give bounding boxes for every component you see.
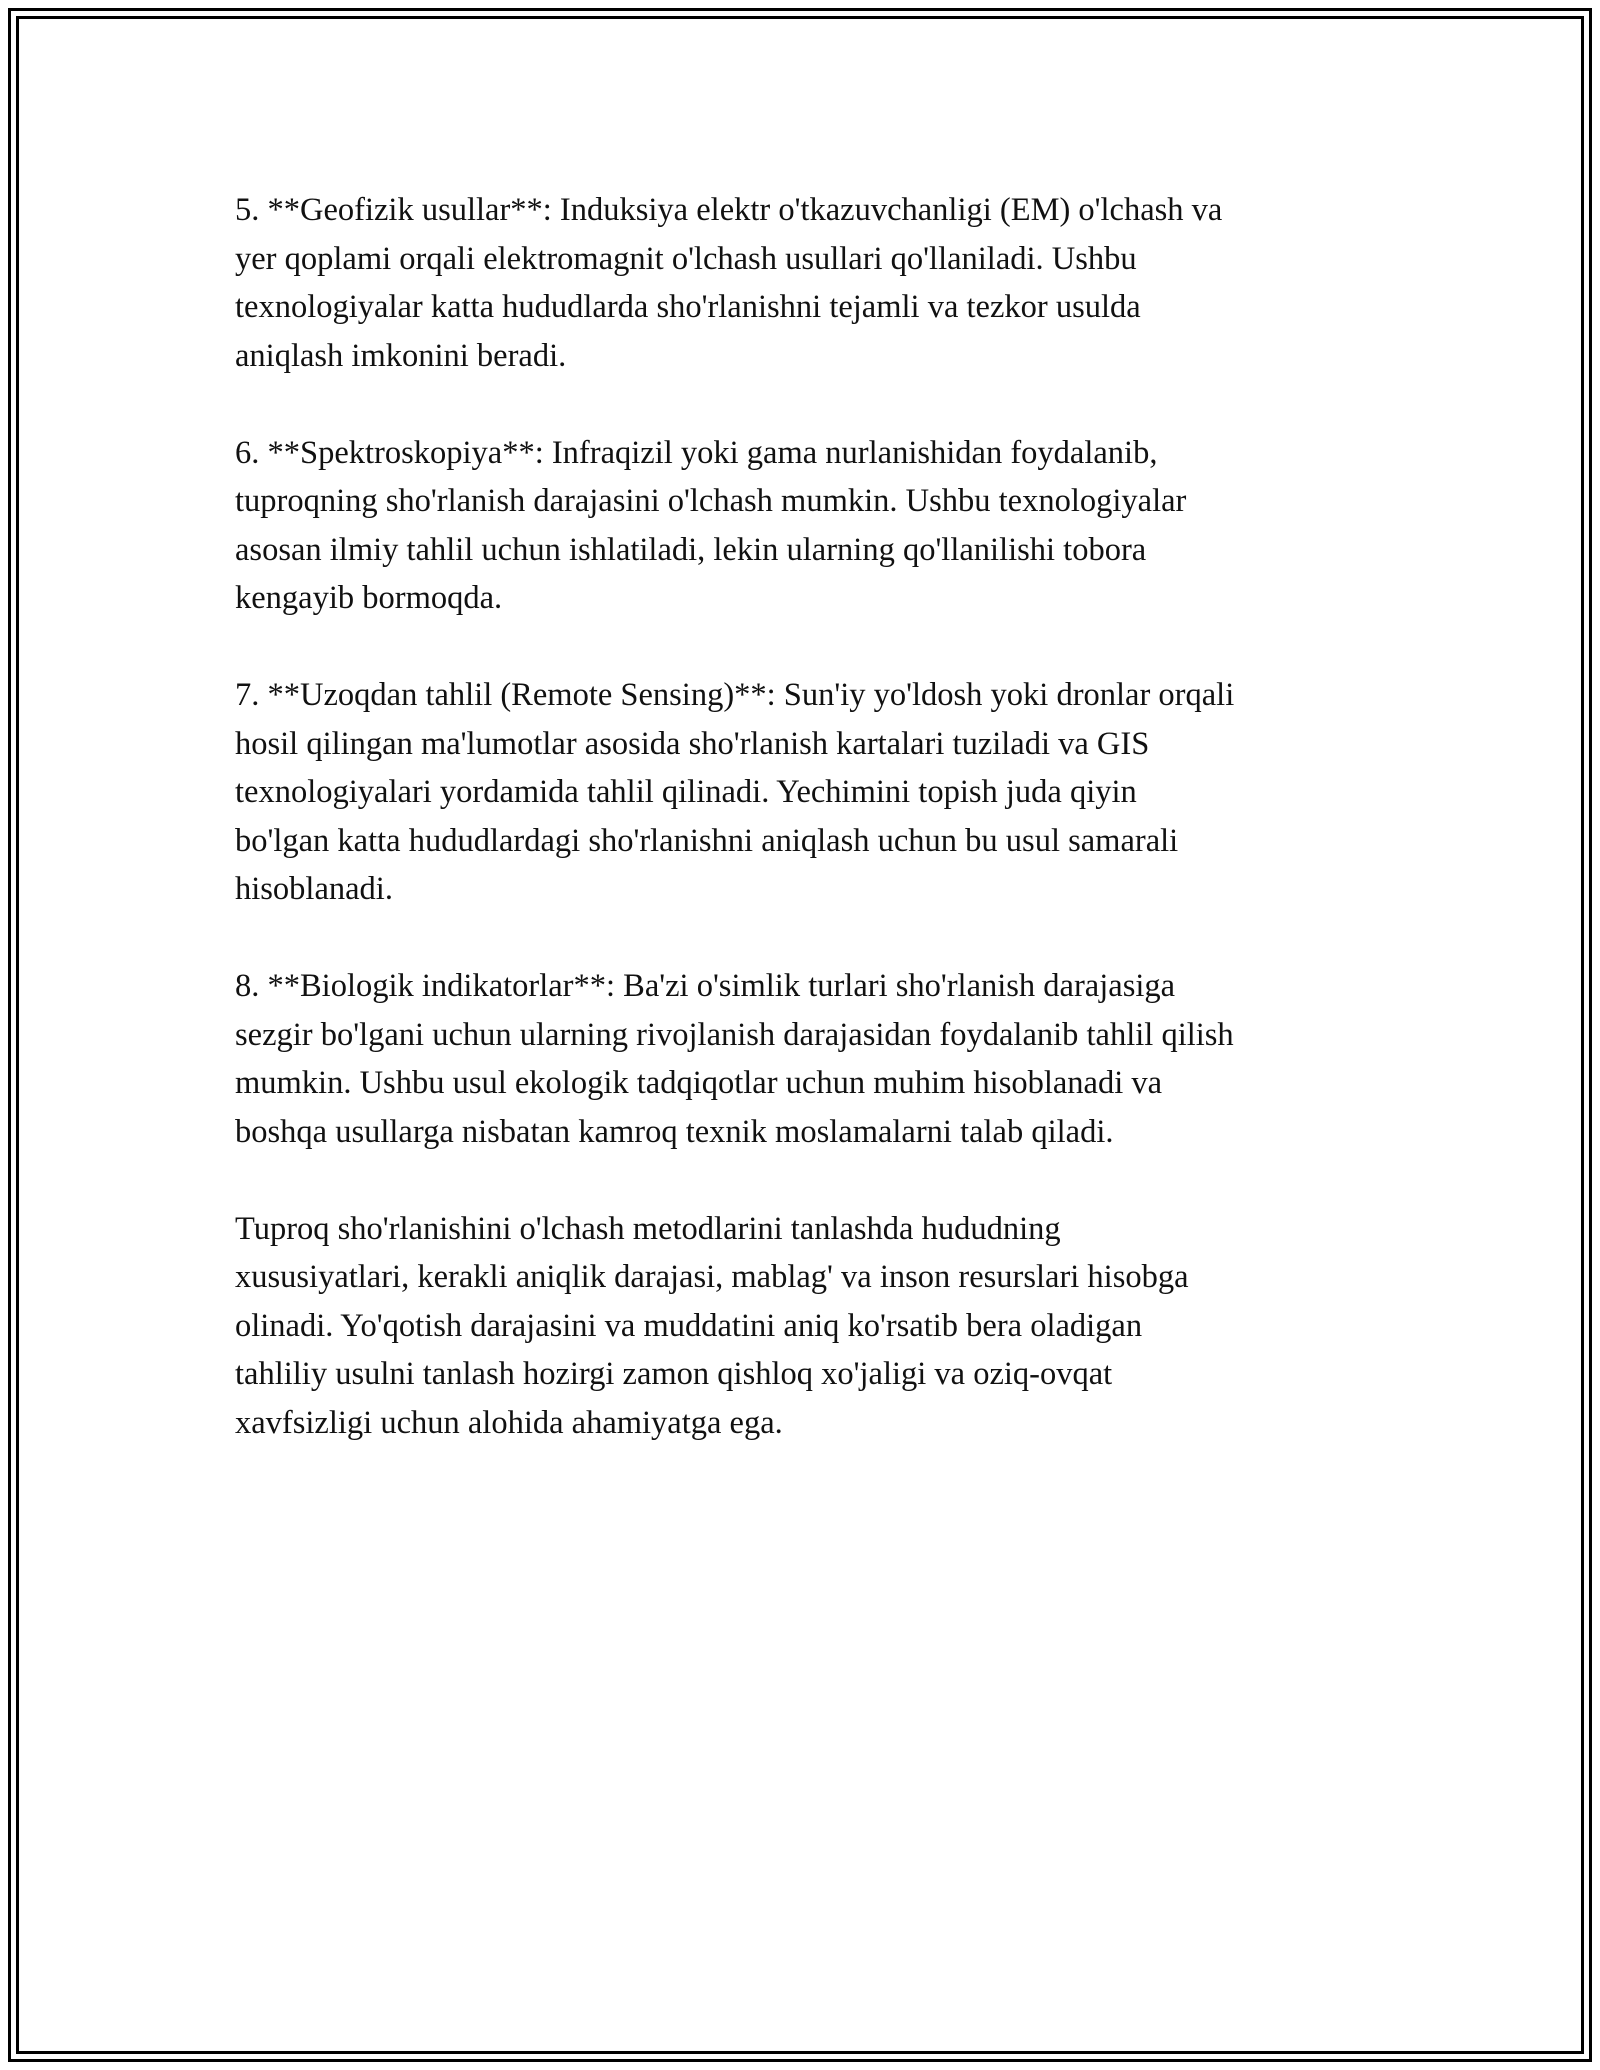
paragraph-uzoqdan-tahlil (235, 671, 1385, 914)
paragraph-line: 8. **Biologik indikatorlar**: Ba'zi o'simlik turlari sho'rlanish darajasiga (235, 968, 1176, 1004)
document-body (235, 186, 1385, 1496)
paragraph-line: texnologiyalari yordamida tahlil qilinadi. Yechimini topish juda qiyin (235, 774, 1137, 810)
paragraph-line: Tuproq sho'rlanishini o'lchash metodlarini tanlashda hududning (235, 1210, 1061, 1247)
paragraph-line: kengayib bormoqda. (235, 580, 503, 616)
paragraph-line: tahliliy usulni tanlash hozirgi zamon qishloq xo'jaligi va oziq-ovqat (235, 1356, 1113, 1392)
paragraph-biologik-indikatorlar (235, 962, 1385, 1156)
paragraph-line: yer qoplami orqali elektromagnit o'lchash usullari qo'llaniladi. Ushbu (235, 240, 1137, 277)
paragraph-line: mumkin. Ushbu usul ekologik tadqiqotlar uchun muhim hisoblanadi va (235, 1065, 1163, 1101)
paragraph-line: olinadi. Yo'qotish darajasini va muddatini aniq ko'rsatib bera oladigan (235, 1307, 1143, 1344)
paragraph-line: bo'lgan katta hududlardagi sho'rlanishni aniqlash uchun bu usul samarali (235, 822, 1179, 859)
paragraph-line: tuproqning sho'rlanish darajasini o'lchash mumkin. Ushbu texnologiyalar (235, 483, 1187, 519)
paragraph-spektroskopiya (235, 429, 1385, 623)
paragraph-line: sezgir bo'lgani uchun ularning rivojlanish darajasidan foydalanib tahlil qilish (235, 1016, 1234, 1053)
paragraph-line: 6. **Spektroskopiya**: Infraqizil yoki gama nurlanishidan foydalanib, (235, 434, 1158, 471)
paragraph-line: 7. **Uzoqdan tahlil (Remote Sensing)**: Sun'iy yo'ldosh yoki dronlar orqali (235, 677, 1235, 713)
paragraph-line: aniqlash imkonini beradi. (235, 337, 567, 374)
paragraph-line: 5. **Geofizik usullar**: Induksiya elektr o'tkazuvchanligi (EM) o'lchash va (235, 192, 1223, 228)
paragraph-line: xavfsizligi uchun alohida ahamiyatga ega. (235, 1404, 783, 1441)
paragraph-line: asosan ilmiy tahlil uchun ishlatiladi, lekin ularning qo'llanilishi tobora (235, 531, 1147, 568)
paragraph-line: xususiyatlari, kerakli aniqlik darajasi, mablag' va inson resurslari hisobga (235, 1259, 1189, 1295)
paragraph-geofizik-usullar (235, 186, 1385, 380)
paragraph-line: hosil qilingan ma'lumotlar asosida sho'rlanish kartalari tuziladi va GIS (235, 725, 1150, 762)
paragraph-conclusion (235, 1205, 1385, 1448)
paragraph-line: boshqa usullarga nisbatan kamroq texnik moslamalarni talab qiladi. (235, 1113, 1114, 1150)
paragraph-line: hisoblanadi. (235, 871, 393, 907)
paragraph-line: texnologiyalar katta hududlarda sho'rlanishni tejamli va tezkor usulda (235, 289, 1141, 325)
